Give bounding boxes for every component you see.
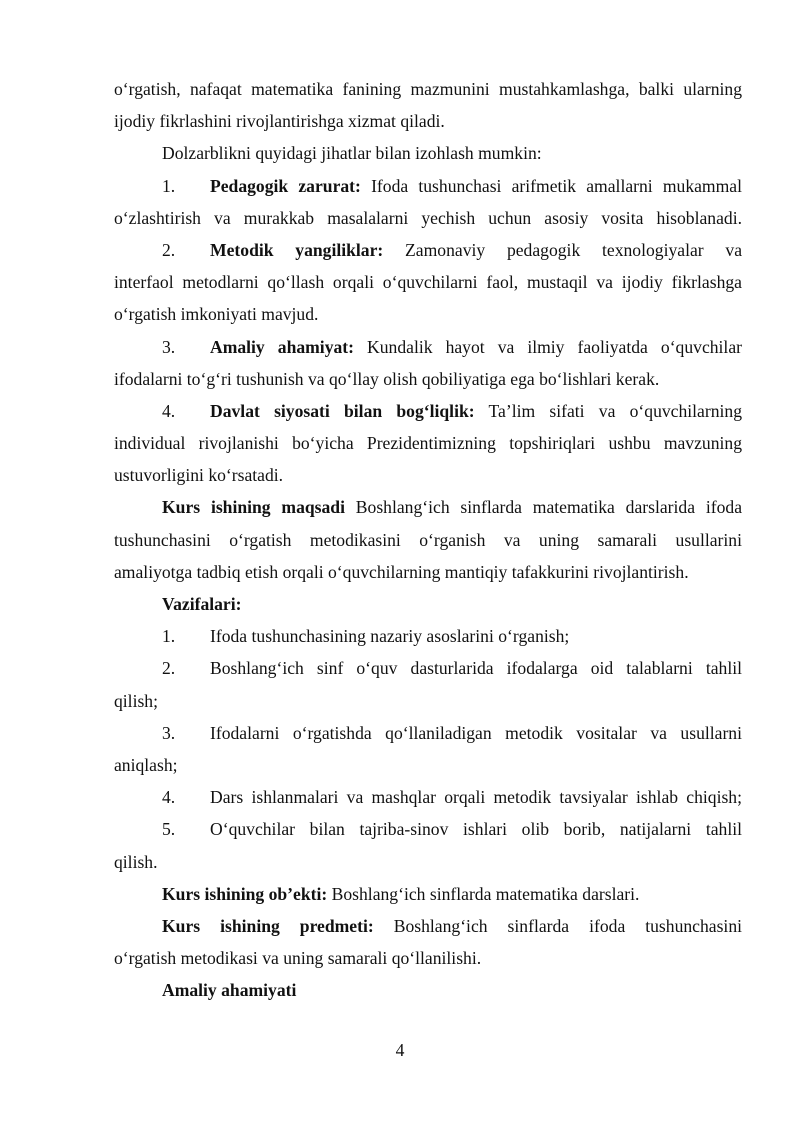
list-item [114, 395, 742, 427]
list-item [114, 331, 742, 363]
list-item-text [210, 170, 742, 202]
text-line: aniqlash; [114, 754, 178, 775]
bold-term: Davlat siyosati bilan bog‘liqlik: [210, 400, 475, 421]
text-line: o‘rgatish imkoniyati mavjud. [114, 304, 319, 325]
bold-term: Amaliy ahamiyat: [210, 336, 355, 357]
list-number: 1. [162, 626, 176, 647]
goal-text: Boshlang‘ich sinflarda matematika darslarida ifoda [344, 497, 743, 518]
section-heading [114, 588, 742, 620]
text-line: o‘rgatish metodikasi va uning samarali qo‘llanilishi. [114, 948, 482, 969]
goal-paragraph [114, 491, 742, 523]
list-item-text: O‘quvchilar bilan tajriba-sinov ishlari olib borib, natijalarni tahlil [210, 819, 742, 840]
text-line: interfaol metodlarni qo‘llash orqali o‘quvchilarni faol, mustaqil va ijodiy fikrlashga [114, 272, 742, 293]
list-number: 3. [162, 336, 176, 357]
object-paragraph [114, 878, 742, 910]
list-item-body: Kundalik hayot va ilmiy faoliyatda o‘quvchilar [354, 336, 742, 357]
bold-term: Metodik yangiliklar: [210, 239, 384, 260]
list-number: 4. [162, 787, 176, 808]
bold-term: Pedagogik zarurat: [210, 175, 361, 196]
list-item [114, 234, 742, 266]
text-line: Dolzarblikni quyidagi jihatlar bilan izohlash mumkin: [162, 143, 542, 164]
list-item-body: Ta’lim sifati va o‘quvchilarning [474, 400, 742, 421]
object-text: Boshlang‘ich sinflarda matematika darslari. [327, 883, 640, 904]
list-item [114, 170, 742, 202]
text-line: individual rivojlanishi bo‘yicha Prezidentimizning topshiriqlari ushbu mavzuning [114, 433, 742, 454]
text-line: ustuvorligini ko‘rsatadi. [114, 465, 284, 486]
list-number: 4. [162, 400, 176, 421]
list-item-text [210, 395, 742, 427]
list-item [114, 781, 742, 813]
subject-text: Boshlang‘ich sinflarda ifoda tushunchasini [373, 915, 743, 936]
page-body [114, 73, 742, 1006]
list-number: 2. [162, 239, 176, 260]
text-line: tushunchasini o‘rgatish metodikasini o‘rganish va uning samarali usullarini [114, 529, 742, 550]
list-number: 1. [162, 175, 176, 196]
list-item-text: Ifoda tushunchasining nazariy asoslarini o‘rganish; [210, 626, 570, 647]
list-number: 3. [162, 722, 176, 743]
list-item-text: Ifodalarni o‘rgatishda qo‘llaniladigan metodik vositalar va usullarni [210, 722, 742, 743]
list-item [114, 717, 742, 749]
text-line: amaliyotga tadbiq etish orqali o‘quvchilarning mantiqiy tafakkurini rivojlantirish. [114, 561, 689, 582]
page-number: 4 [395, 1040, 405, 1060]
text-line: qilish. [114, 851, 158, 872]
list-item-text [210, 331, 742, 363]
text-line: o‘rgatish, nafaqat matematika fanining mazmunini mustahkamlashga, balki ularning [114, 79, 742, 99]
list-item [114, 813, 742, 845]
bold-term: Kurs ishining maqsadi [162, 497, 345, 518]
text-line: o‘zlashtirish va murakkab masalalarni yechish uchun asosiy vosita hisoblanadi. [114, 207, 742, 228]
list-item-text [210, 234, 742, 266]
list-item-body: Zamonaviy pedagogik texnologiyalar va [383, 239, 743, 260]
bold-term: Kurs ishining predmeti: [162, 915, 374, 936]
text-line: qilish; [114, 690, 158, 711]
subject-paragraph [114, 910, 742, 942]
list-number: 5. [162, 819, 176, 840]
text-line: ifodalarni to‘g‘ri tushunish va qo‘llay olish qobiliyatiga ega bo‘lishlari kerak. [114, 368, 660, 389]
list-item-body: Ifoda tushunchasi arifmetik amallarni mukammal [360, 175, 743, 196]
section-heading [114, 974, 742, 1006]
text-line: ijodiy fikrlashini rivojlantirishga xizmat qiladi. [114, 111, 445, 132]
list-item [114, 620, 742, 652]
practical-title: Amaliy ahamiyati [162, 980, 297, 1001]
list-item [114, 652, 742, 684]
bold-term: Kurs ishining ob’ekti: [162, 883, 328, 904]
list-number: 2. [162, 658, 176, 679]
tasks-title: Vazifalari: [162, 594, 242, 614]
list-item-text: Boshlang‘ich sinf o‘quv dasturlarida ifodalarga oid talablarni tahlil [210, 658, 742, 679]
list-item-text: Dars ishlanmalari va mashqlar orqali metodik tavsiyalar ishlab chiqish; [210, 787, 742, 808]
